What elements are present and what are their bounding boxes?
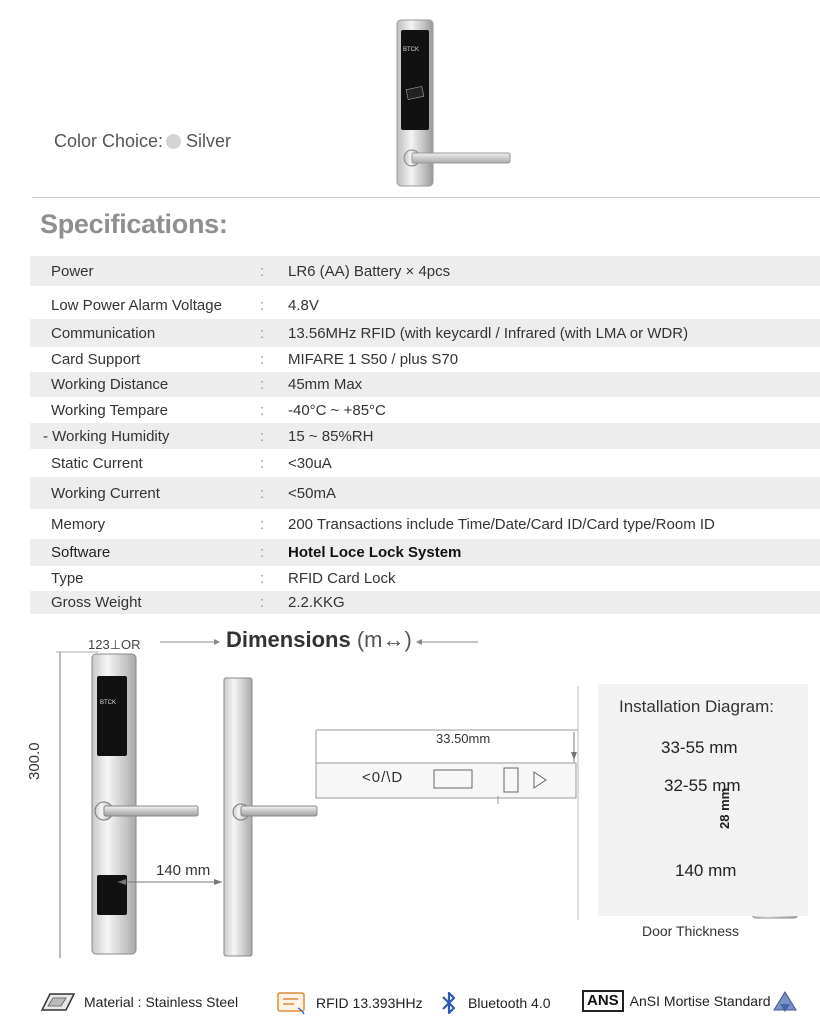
spec-row-card-support bbox=[30, 347, 820, 372]
spec-colon: : bbox=[260, 401, 265, 419]
spec-value: <30uA bbox=[288, 454, 332, 472]
spec-row-static-current bbox=[30, 449, 820, 477]
ansi-icon: ANS bbox=[582, 990, 624, 1012]
dimension-code: 123⊥OR bbox=[88, 637, 141, 652]
installation-measure-1: 33-55 mm bbox=[661, 738, 738, 757]
color-choice-label: Color Choice: bbox=[54, 131, 164, 151]
spec-label: Card Support bbox=[51, 351, 141, 368]
hero-lock-image bbox=[380, 18, 520, 190]
svg-text:BTCK: BTCK bbox=[403, 47, 420, 53]
spec-value: 200 Transactions include Time/Date/Card ID/Card type/Room ID bbox=[288, 515, 715, 533]
spec-label: Static Current bbox=[51, 454, 143, 472]
badge-icon bbox=[772, 990, 798, 1016]
spec-row-working-distance bbox=[30, 372, 820, 397]
spec-label: Software bbox=[51, 544, 111, 561]
spec-colon: : bbox=[260, 427, 265, 445]
spec-label: Communication bbox=[51, 324, 156, 342]
spec-colon: : bbox=[260, 262, 265, 280]
section-divider bbox=[32, 197, 820, 198]
spec-row-software bbox=[30, 539, 820, 566]
color-choice-value: Silver bbox=[186, 131, 232, 151]
feature-rfid bbox=[276, 990, 423, 1016]
installation-panel bbox=[598, 684, 808, 916]
spec-value: LR6 (AA) Battery × 4pcs bbox=[288, 262, 451, 280]
spec-row-low-power-alarm bbox=[30, 290, 820, 320]
installation-measure-3: 140 mm bbox=[675, 861, 737, 880]
door-thickness-label: Door Thickness bbox=[642, 923, 740, 939]
installation-measure-2: 32-55 mm bbox=[664, 776, 741, 795]
spec-colon: : bbox=[260, 570, 265, 587]
mortise-symbols: <0/\D bbox=[362, 769, 404, 786]
installation-measure-4: 28 mm bbox=[717, 787, 732, 829]
spec-value: Hotel Loce Lock System bbox=[288, 544, 462, 561]
spec-label: Working Tempare bbox=[51, 401, 168, 419]
feature-ansi-label: AnSI Mortise Standard bbox=[629, 993, 771, 1009]
svg-text:BTCK: BTCK bbox=[100, 700, 117, 706]
spec-colon: : bbox=[260, 351, 265, 368]
spec-colon: : bbox=[260, 454, 265, 472]
spec-label: Gross Weight bbox=[51, 594, 142, 611]
feature-material-label: Material : Stainless Steel bbox=[84, 994, 239, 1010]
spec-value: RFID Card Lock bbox=[288, 570, 396, 587]
spec-row-gross-weight bbox=[30, 591, 820, 614]
spec-label: Low Power Alarm Voltage bbox=[51, 296, 222, 314]
spec-value: MIFARE 1 S50 / plus S70 bbox=[288, 351, 459, 368]
material-icon bbox=[36, 990, 76, 1014]
spec-value: 15 ~ 85%RH bbox=[288, 427, 374, 445]
specifications-title: Specifications: bbox=[40, 209, 228, 239]
spec-colon: : bbox=[260, 484, 265, 502]
height-dimension: 300.0 bbox=[26, 742, 43, 780]
spec-colon: : bbox=[260, 594, 265, 611]
dimensions-title-text: Dimensions bbox=[226, 627, 351, 652]
spec-row-communication bbox=[30, 319, 820, 347]
spec-value: 45mm Max bbox=[288, 376, 363, 393]
spec-row-working-temp bbox=[30, 397, 820, 423]
feature-ansi bbox=[582, 990, 771, 1012]
spec-label: Working Current bbox=[51, 484, 160, 502]
spec-label: Memory bbox=[51, 515, 106, 533]
rfid-icon bbox=[276, 990, 308, 1016]
feature-bluetooth bbox=[438, 990, 551, 1016]
spec-row-working-current bbox=[30, 477, 820, 509]
feature-material bbox=[36, 990, 238, 1014]
feature-rfid-label: RFID 13.393HHz bbox=[316, 995, 423, 1011]
spec-row-working-humidity bbox=[30, 423, 820, 449]
spec-colon: : bbox=[260, 324, 265, 342]
installation-title: Installation Diagram: bbox=[619, 697, 774, 716]
bluetooth-icon bbox=[438, 990, 460, 1016]
spec-row-power bbox=[30, 256, 820, 286]
spec-colon: : bbox=[260, 544, 265, 561]
spec-value: -40°C ~ +85°C bbox=[288, 401, 386, 419]
color-choice bbox=[54, 131, 231, 152]
spec-label: - Working Humidity bbox=[43, 427, 170, 445]
features-strip bbox=[0, 978, 820, 1024]
spec-value: 4.8V bbox=[288, 296, 319, 314]
spec-value: 13.56MHz RFID (with keycardl / Infrared (with LMA or WDR) bbox=[288, 324, 689, 342]
spec-label: Power bbox=[51, 262, 94, 280]
spec-value: 2.2.KKG bbox=[288, 594, 345, 611]
spec-colon: : bbox=[260, 515, 265, 533]
length-dimension: 33.50mm bbox=[436, 731, 491, 746]
spec-label: Working Distance bbox=[51, 376, 169, 393]
width-dimension: 140 mm bbox=[156, 862, 211, 879]
spec-row-type bbox=[30, 566, 820, 591]
feature-badge bbox=[772, 990, 806, 1016]
silver-swatch[interactable] bbox=[166, 134, 181, 149]
spec-colon: : bbox=[260, 376, 265, 393]
feature-bluetooth-label: Bluetooth 4.0 bbox=[468, 995, 551, 1011]
spec-label: Type bbox=[51, 570, 84, 587]
dimensions-unit: (m↔) bbox=[356, 627, 412, 652]
spec-value: <50mA bbox=[288, 484, 336, 502]
spec-colon: : bbox=[260, 296, 265, 314]
spec-row-memory bbox=[30, 509, 820, 539]
